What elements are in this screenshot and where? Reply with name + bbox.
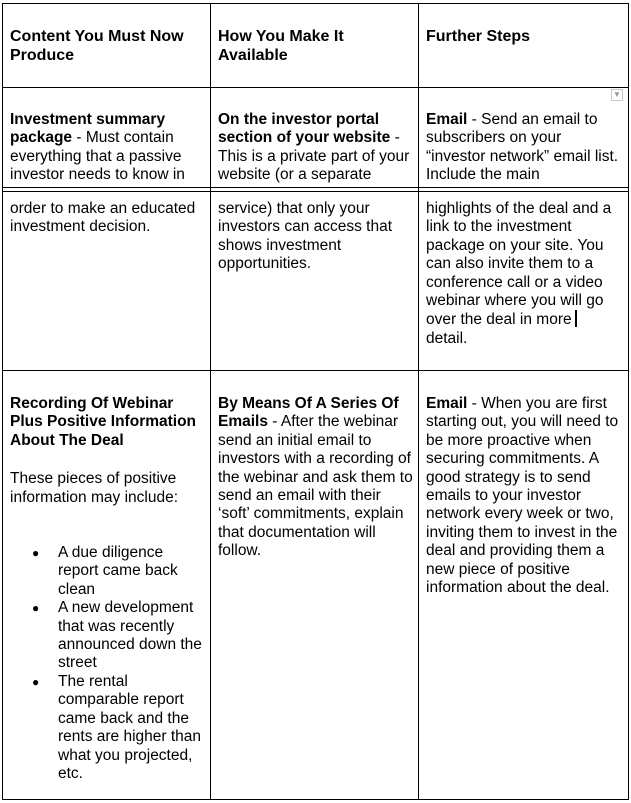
row1-col2-bottom[interactable]: service) that only your investors can access that shows investment opportunities. [218,200,393,273]
row2-title: Recording Of Webinar Plus Positive Information About The Deal [10,395,197,449]
dropdown-triangle-icon[interactable]: ▼ [611,89,623,101]
row1-col1-top[interactable]: Investment summary package - Must contain everything that a passive investor needs to know in [10,111,185,184]
row1-col2-top[interactable]: On the investor portal section of your website - This is a private part of your website (or a separate [218,111,410,184]
row1-col3-top[interactable]: Email - Send an email to subscribers on your “investor network” email list. Include the main [426,111,619,184]
row2-intro: These pieces of positive information may include: [10,470,178,506]
table-left-border [2,3,3,800]
row1-col1-bottom[interactable]: order to make an educated investment decision. [10,200,196,236]
header-further-steps[interactable]: Further Steps [426,28,531,45]
column-divider-1 [210,3,211,800]
table-top-border [2,3,629,4]
row2-col2[interactable]: By Means Of A Series Of Emails - After the webinar send an initial email to investors with a recording of the webinar and ask them to send an email with their ‘soft’ commitments, explain that documentation will follow. [218,395,413,560]
header-divider [2,87,629,88]
bullet-item: ● A due diligence report came back clean [10,544,204,599]
header-availability[interactable]: How You Make It Available [218,28,344,64]
page-break [2,187,629,192]
bullet-item: ● A new development that was recently announced down the street [10,599,204,673]
table-right-border [628,3,629,800]
bullet-item: ● The rental comparable report came back and the rents are higher than what you projected, etc. [10,673,204,783]
row1-col3-bottom[interactable]: highlights of the deal and a link to the investment package on your site. You can also invite them to a conference call or a video webinar where you will go over the deal in more detail. [426,200,612,347]
column-divider-2 [418,3,419,800]
row-divider [2,370,629,371]
row2-col1[interactable] [10,395,204,783]
row2-col3[interactable]: Email - When you are first starting out, you will need to be more proactive when securing commitments. A good strategy is to send emails to your investor network every week or two, inviting them to invest in the deal and providing them a new piece of positive information about the deal. [426,395,619,597]
table-bottom-border [2,799,629,800]
text-cursor [575,310,577,327]
header-content[interactable]: Content You Must Now Produce [10,28,184,64]
bullet-list [10,544,204,783]
